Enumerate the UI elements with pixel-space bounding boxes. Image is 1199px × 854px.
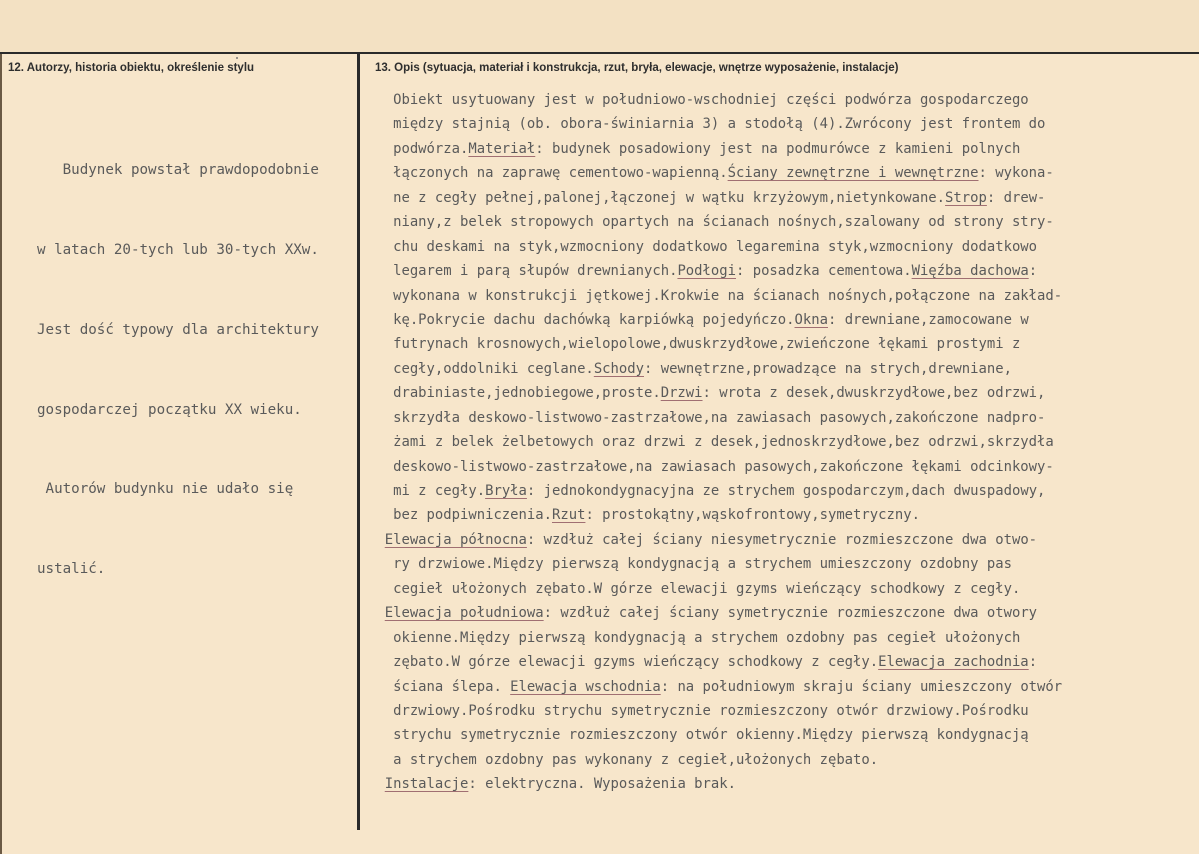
line-text: cegieł ułożonych zębato.W górze elewacji gzyms wieńczący schodkowy z cegły. [368,580,1021,597]
line-text: mi z cegły. [368,483,486,499]
line-text: : prostokątny,wąskofrontowy,symetryczny. [585,507,920,524]
section-12-line: w latach 20-tych lub 30-tych XXw. [37,241,319,258]
underlined-heading: Rzut [551,507,586,524]
section-12-line: gospodarczej początku XX wieku. [37,401,302,418]
line-text: : wewnętrzne,prowadzące na strych,drewniane, [644,360,1012,377]
section-13-line [368,308,1062,332]
underlined-heading: Schody [593,360,644,377]
paper-speck [236,57,238,59]
line-text: skrzydła deskowo-listwowo-zastrzałowe,na zawiasach pasowych,zakończone nadpro- [368,409,1046,426]
line-text: futrynach krosnowych,wielopolowe,dwuskrzydłowe,zwieńczone łękami prostymi z [368,336,1021,353]
header-rule [0,52,1199,54]
line-text: : posadzka cementowa. [735,263,912,280]
section-13-line [368,88,1062,112]
line-text: Obiekt usytuowany jest w południowo-wschodniej części podwórza gospodarczego [368,92,1029,108]
line-text: ściana ślepa. [368,678,511,695]
line-text: : na południowym skraju ściany umieszczony otwór [660,678,1063,695]
section-13-line [368,161,1062,185]
section-12-header: 12. Autorzy, historia obiektu, określenie stylu [8,62,255,74]
section-13-line [368,699,1062,723]
underlined-heading: Okna [794,311,828,328]
section-13-line [368,430,1062,454]
section-13-line [368,601,1062,625]
line-text: : wrota z desek,dwuskrzydłowe,bez odrzwi, [702,385,1046,402]
section-13-line [368,479,1062,503]
line-text: ne z cegły pełnej,palonej,łączonej w wątku krzyżowym,nietynkowane. [368,189,946,206]
line-text: drzwiowy.Pośrodku strychu symetrycznie rozmieszczony otwór drzwiowy.Pośrodku [368,702,1029,719]
line-text: : jednokondygnacyjna ze strychem gospodarczym,dach dwuspadowy, [526,483,1046,499]
section-13-line [368,112,1062,136]
underlined-heading: Materiał [468,140,536,157]
section-13-line [368,259,1062,283]
line-text [368,776,385,792]
line-text: między stajnią (ob. obora-świniarnia 3) a stodołą (4).Zwrócony jest frontem do [368,116,1046,133]
underlined-heading: Instalacje [384,776,469,793]
line-text [368,605,385,621]
section-13-line [368,332,1062,356]
line-text: żami z belek żelbetowych oraz drzwi z desek,jednoskrzydłowe,bez odrzwi,skrzydła [368,434,1054,451]
line-text: zębato.W górze elewacji gzyms wieńczący schodkowy z cegły. [368,654,879,671]
section-13-line [368,210,1062,234]
section-13-line [368,528,1062,552]
section-12-line: Budynek powstał prawdopodobnie [37,162,319,179]
section-13-line [368,772,1062,796]
line-text: a strychem ozdobny pas wykonany z cegieł,ułożonych zębato. [368,751,879,768]
line-text: wykonana w konstrukcji jętkowej.Krokwie na ścianach nośnych,połączone na zakład- [368,287,1063,304]
underlined-heading: Elewacja wschodnia [510,678,661,695]
section-13-line [368,650,1062,674]
section-13-line [368,284,1062,308]
section-13-line [368,357,1062,381]
line-text: : budynek posadowiony jest na podmurówce z kamieni polnych [535,140,1021,157]
underlined-heading: Więźba dachowa [911,263,1029,280]
underlined-heading: Bryła [485,483,527,499]
section-13-line [368,137,1062,161]
line-text: ry drzwiowe.Między pierwszą kondygnacją a strychem umieszczony ozdobny pas [368,556,1012,573]
section-13-line [368,675,1062,699]
line-text: drabiniaste,jednobiegowe,proste. [368,385,661,402]
line-text: niany,z belek stropowych opartych na ścianach nośnych,szalowany od strony stry- [368,214,1054,231]
top-margin-strip [0,0,1199,52]
section-12-body [37,104,319,636]
line-text: : wzdłuż całej ściany symetrycznie rozmieszczone dwa otwory [543,605,1038,622]
line-text: legarem i parą słupów drewnianych. [368,263,678,280]
line-text: : wzdłuż całej ściany niesymetrycznie rozmieszczone dwa otwo- [526,531,1038,548]
line-text: chu deskami na styk,wzmocniony dodatkowo legaremina styk,wzmocniony dodatkowo [368,238,1038,255]
section-13-body [368,88,1062,797]
line-text: deskowo-listwowo-zastrzałowe,na zawiasach pasowych,zakończone łękami odcinkowy- [368,458,1054,475]
section-13-line [368,723,1062,747]
underlined-heading: Podłogi [677,263,736,280]
line-text: łączonych na zaprawę cementowo-wapienną. [368,165,728,182]
line-text: strychu symetrycznie rozmieszczony otwór okienny.Między pierwszą kondygnacją [368,727,1029,744]
underlined-heading: Elewacja południowa [384,605,544,622]
line-text: : [1028,654,1038,671]
underlined-heading: Strop [945,189,987,206]
section-13-line [368,748,1062,772]
column-divider [357,54,360,830]
section-13-line [368,626,1062,650]
section-13-line [368,552,1062,576]
line-text: : [1028,263,1038,280]
section-12-line: Jest dość typowy dla architektury [37,321,319,338]
section-13-line [368,186,1062,210]
section-13-line [368,455,1062,479]
underlined-heading: Ściany zewnętrzne i wewnętrzne [727,165,979,182]
line-text [368,532,385,548]
line-text: kę.Pokrycie dachu dachówką karpiówką pojedyńczo. [368,311,795,328]
line-text: : wykona- [978,165,1054,182]
section-13-header: 13. Opis (sytuacja, materiał i konstrukcja, rzut, bryła, elewacje, wnętrze wyposażenie, instalacje) [375,62,899,74]
line-text: : drewniane,zamocowane w [827,311,1029,328]
section-13-line [368,503,1062,527]
line-text: bez podpiwniczenia. [368,507,552,524]
line-text: cegły,oddolniki ceglane. [368,360,594,377]
line-text: podwórza. [368,140,469,157]
underlined-heading: Drzwi [660,385,703,402]
left-edge-rule [0,54,2,854]
section-13-line [368,235,1062,259]
section-12-line: Autorów budynku nie udało się [37,481,294,498]
section-13-line [368,381,1062,405]
line-text: : drew- [986,189,1046,206]
section-13-line [368,577,1062,601]
line-text: okienne.Między pierwszą kondygnacją a strychem ozdobny pas cegieł ułożonych [368,629,1021,646]
section-12-line: ustalić. [37,561,106,578]
line-text: : elektryczna. Wyposażenia brak. [468,776,736,793]
underlined-heading: Elewacja północna [384,531,527,548]
section-13-line [368,406,1062,430]
underlined-heading: Elewacja zachodnia [878,654,1029,671]
